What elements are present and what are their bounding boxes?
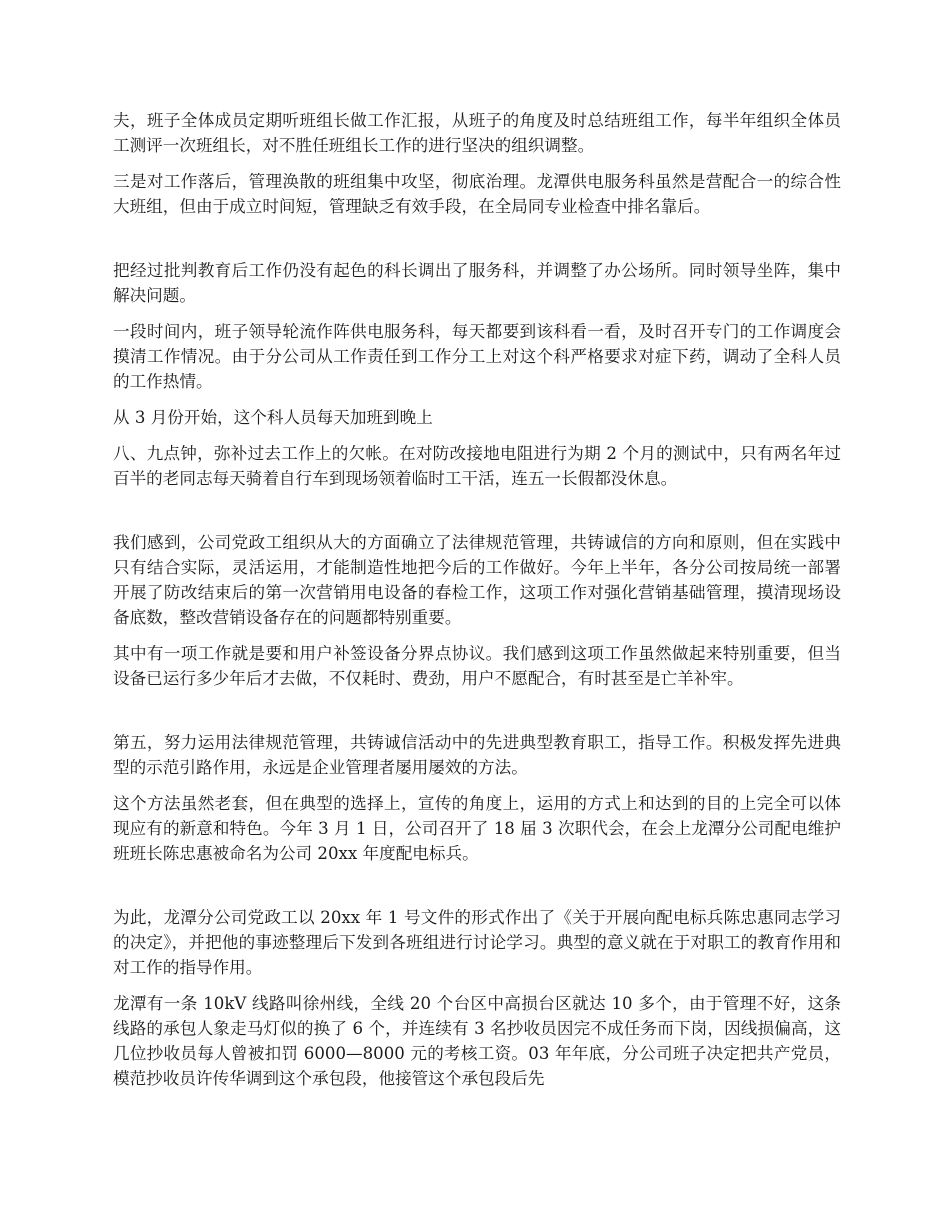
- paragraph: 八、九点钟，弥补过去工作上的欠帐。在对防改接地电阻进行为期 2 个月的测试中，只有两名年过百半的老同志每天骑着自行车到现场领着临时工干活，连五一长假都没休息。: [113, 444, 841, 488]
- paragraph: 从 3 月份开始，这个科人员每天加班到晚上: [113, 408, 433, 427]
- paragraph: 把经过批判教育后工作仍没有起色的科长调出了服务科，并调整了办公场所。同时领导坐阵，集中解决问题。: [113, 261, 841, 305]
- paragraph: 龙潭有一条 10kV 线路叫徐州线，全线 20 个台区中高损台区就达 10 多个，由于管理不好，这条线路的承包人象走马灯似的换了 6 个，并连续有 3 名抄收员因完不成任务而下岗，因线损偏高，这几位抄收员每人曾被扣罚 6000—8000 元的考核工资。03 年年底，分公司班子决定把共产党员，模范抄收员许传华调到这个承包段，他接管这个承包段后先: [113, 994, 841, 1088]
- document-body: [113, 108, 841, 1102]
- paragraph: 夫，班子全体成员定期听班组长做工作汇报，从班子的角度及时总结班组工作，每半年组织全体员工测评一次班组长，对不胜任班组长工作的进行坚决的组织调整。: [113, 111, 841, 155]
- paragraph: 其中有一项工作就是要和用户补签设备分界点协议。我们感到这项工作虽然做起来特别重要，但当设备已运行多少年后才去做，不仅耗时、费劲，用户不愿配合，有时甚至是亡羊补牢。: [113, 644, 841, 688]
- paragraph: 我们感到，公司党政工组织从大的方面确立了法律规范管理，共铸诚信的方向和原则，但在实践中只有结合实际，灵活运用，才能制造性地把今后的工作做好。今年上半年，各分公司按局统一部署开展了防改结束后的第一次营销用电设备的春检工作，这项工作对强化营销基础管理，摸清现场设备底数，整改营销设备存在的问题都特别重要。: [113, 533, 841, 627]
- paragraph: 三是对工作落后，管理涣散的班组集中攻坚，彻底治理。龙潭供电服务科虽然是营配合一的综合性大班组，但由于成立时间短，管理缺乏有效手段，在全局同专业检查中排名靠后。: [113, 172, 841, 216]
- paragraph: 这个方法虽然老套，但在典型的选择上，宣传的角度上，运用的方式上和达到的目的上完全可以体现应有的新意和特色。今年 3 月 1 日，公司召开了 18 届 3 次职代会，在会上龙潭分公司配电维护班班长陈忠惠被命名为公司 20xx 年度配电标兵。: [113, 794, 841, 863]
- paragraph: 一段时间内，班子领导轮流作阵供电服务科，每天都要到该科看一看，及时召开专门的工作调度会摸清工作情况。由于分公司从工作责任到工作分工上对这个科严格要求对症下药，调动了全科人员的工作热情。: [113, 322, 841, 391]
- paragraph: 第五，努力运用法律规范管理，共铸诚信活动中的先进典型教育职工，指导工作。积极发挥先进典型的示范引路作用，永远是企业管理者屡用屡效的方法。: [113, 733, 841, 777]
- paragraph: 为此，龙潭分公司党政工以 20xx 年 1 号文件的形式作出了《关于开展向配电标兵陈忠惠同志学习的决定》，并把他的事迹整理后下发到各班组进行讨论学习。典型的意义就在于对职工的教育作用和对工作的指导作用。: [113, 908, 841, 977]
